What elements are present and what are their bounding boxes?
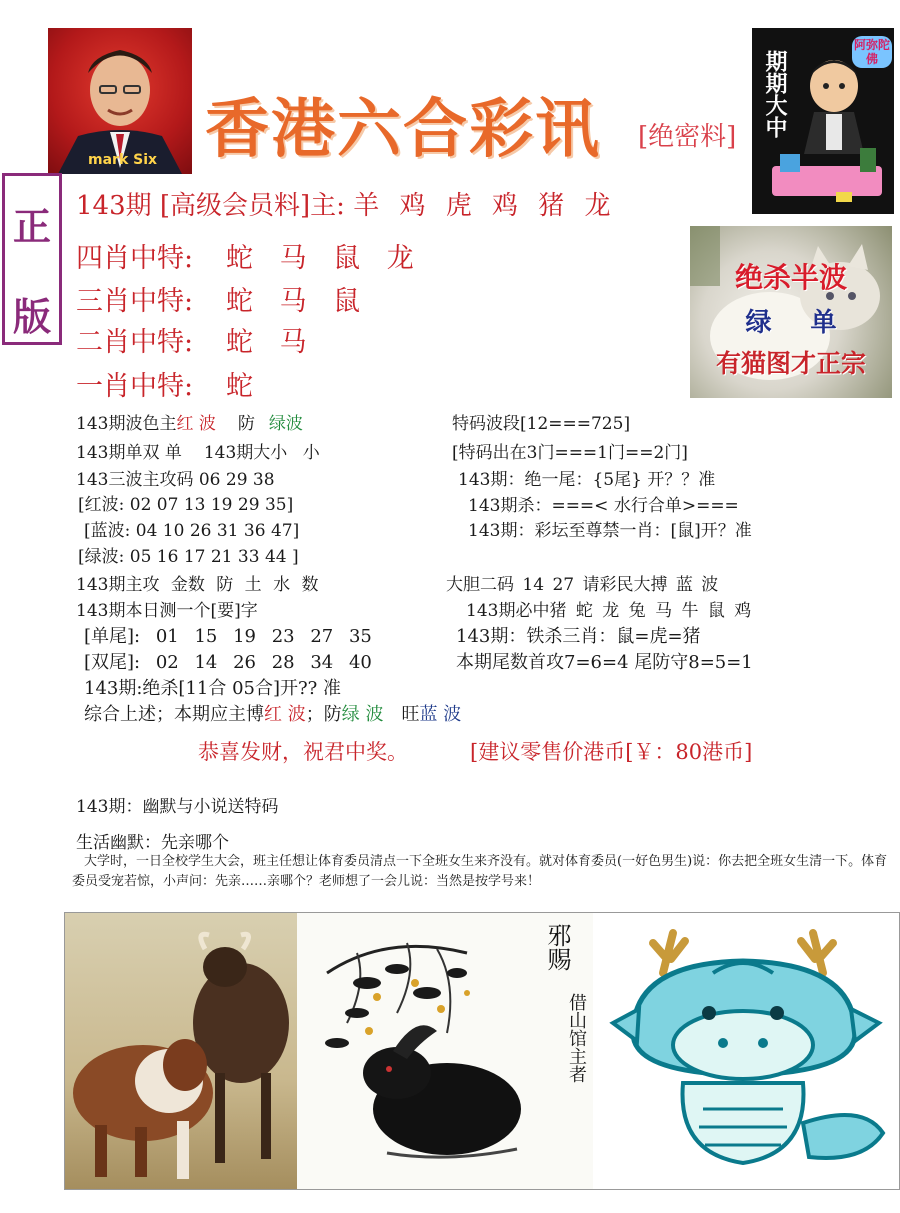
cat-line-1: 绝杀半波 xyxy=(734,261,847,294)
pick-four xyxy=(76,236,416,275)
badge-vertical-text: 期期大中 xyxy=(762,50,788,138)
portrait-photo xyxy=(48,28,192,174)
summary-line xyxy=(84,700,461,726)
humor-title: 生活幽默：先亲哪个 xyxy=(76,833,229,853)
wave-mid: 防 xyxy=(237,414,255,434)
pick-three xyxy=(76,279,362,318)
kill-tail-line: 143期：绝一尾：{5尾} 开？？准 xyxy=(458,470,716,490)
main-attack-line: 143期主攻 金数 防 土 水 数 xyxy=(76,575,319,595)
pick-label: 一肖中特: xyxy=(76,371,194,402)
rabbit-ink-painting xyxy=(297,913,593,1189)
pick-label: 四肖中特: xyxy=(76,243,194,274)
guess-char-line: 143期本日测一个[要]字 xyxy=(76,601,258,621)
odd-even: 143期单双 单 xyxy=(76,443,182,463)
bottom-image-strip xyxy=(64,912,900,1190)
badge-char-1: 正 xyxy=(12,204,51,249)
painting-signature: 借山馆主者 xyxy=(566,993,587,1083)
logo-text: mark Six xyxy=(88,152,158,168)
summary-blue: 蓝 波 xyxy=(419,704,462,725)
wave-green: 绿波 xyxy=(268,414,303,434)
bold-two-line: 大胆二码 14 27 请彩民大搏 蓝 波 xyxy=(446,575,719,595)
badge-char-2: 版 xyxy=(12,294,51,339)
single-tail-line: [单尾]: 01 15 19 23 27 35 xyxy=(84,626,372,647)
pick-value: 蛇 马 鼠 xyxy=(226,286,363,317)
green-wave-line: [绿波: 05 16 17 21 33 44 ] xyxy=(78,547,299,567)
double-tail-line: [双尾]: 02 14 26 28 34 40 xyxy=(84,652,372,673)
red-wave-line: [红波: 02 07 13 19 29 35] xyxy=(78,495,294,515)
cat-box xyxy=(690,226,892,398)
tail-attack-line: 本期尾数首攻7=6=4 尾防守8=5=1 xyxy=(456,652,753,673)
cattle-icon xyxy=(65,913,297,1189)
humor-body: 大学时，一日全校学生大会，班主任想让体育委员清点一下全班女生来齐没有。就对体育委员(一好色男生)说：你去把全班女生清一下。体育委员受宠若惊，小声问：先亲……亲哪个？老师想了一会儿说：当然是按学号来！ xyxy=(72,854,888,889)
summary-prefix: 综合上述；本期应主博 xyxy=(84,704,264,725)
three-wave-line: 143三波主攻码 06 29 38 xyxy=(76,470,275,490)
kill-element-line: 143期杀：===< 水行合单>=== xyxy=(468,496,739,516)
pick-one xyxy=(76,364,255,403)
member-zodiacs: 羊 鸡 虎 鸡 猪 龙 xyxy=(353,191,613,221)
blue-wave-line: [蓝波: 04 10 26 31 36 47] xyxy=(84,521,300,541)
kill-combo-line: 143期:绝杀[11合 05合]开?? 准 xyxy=(84,678,342,699)
authentic-badge xyxy=(2,173,62,345)
pick-label: 二肖中特: xyxy=(76,327,194,358)
kill-three-line: 143期：铁杀三肖：鼠=虎=猪 xyxy=(456,626,701,647)
title-tag: [绝密料] xyxy=(638,122,737,152)
special-gate-line: [特码出在3门===1门==2门] xyxy=(452,443,688,463)
cartoon-badge xyxy=(752,28,894,214)
summary-red: 红 波 xyxy=(264,704,306,725)
member-line xyxy=(76,185,613,222)
wave-color-line xyxy=(76,409,303,434)
odd-even-line xyxy=(76,438,320,463)
speech-bubble: 阿弥陀佛 xyxy=(853,38,890,66)
painting-char-title: 邪赐 xyxy=(543,923,571,971)
big-small: 143期大小 小 xyxy=(203,443,320,463)
pick-value: 蛇 马 xyxy=(226,327,309,358)
pick-value: 蛇 马 鼠 龙 xyxy=(226,243,416,274)
wave-prefix: 143期波色主 xyxy=(76,414,177,434)
special-range-line: 特码波段[12===725] xyxy=(452,414,631,434)
cat-line-3: 有猫图才正宗 xyxy=(715,349,866,378)
humor-header: 143期：幽默与小说送特码 xyxy=(76,797,279,817)
must-hit-line: 143期必中猪 蛇 龙 兔 马 牛 鼠 鸡 xyxy=(466,601,752,621)
summary-green: 绿 波 xyxy=(341,704,384,725)
member-prefix: 143期 [高级会员料]主: xyxy=(76,191,345,221)
pick-value: 蛇 xyxy=(226,371,255,402)
wave-red: 红 波 xyxy=(176,414,216,434)
pick-label: 三肖中特: xyxy=(76,286,194,317)
dragon-cartoon xyxy=(593,913,899,1189)
forbidden-line: 143期：彩坛至尊禁一肖：[鼠]开？准 xyxy=(468,521,752,541)
price-text: [建议零售价港币[￥：80港币] xyxy=(470,740,753,764)
pick-two xyxy=(76,320,309,359)
cat-line-2: 绿 单 xyxy=(745,308,837,338)
summary-mid: ；防 xyxy=(305,704,342,725)
summary-mid2: 旺 xyxy=(401,704,420,725)
cattle-painting xyxy=(65,913,297,1189)
congrats-text: 恭喜发财，祝君中奖。 xyxy=(198,740,408,764)
page-title: 香港六合彩讯 xyxy=(205,92,601,167)
dragon-icon xyxy=(593,913,899,1189)
